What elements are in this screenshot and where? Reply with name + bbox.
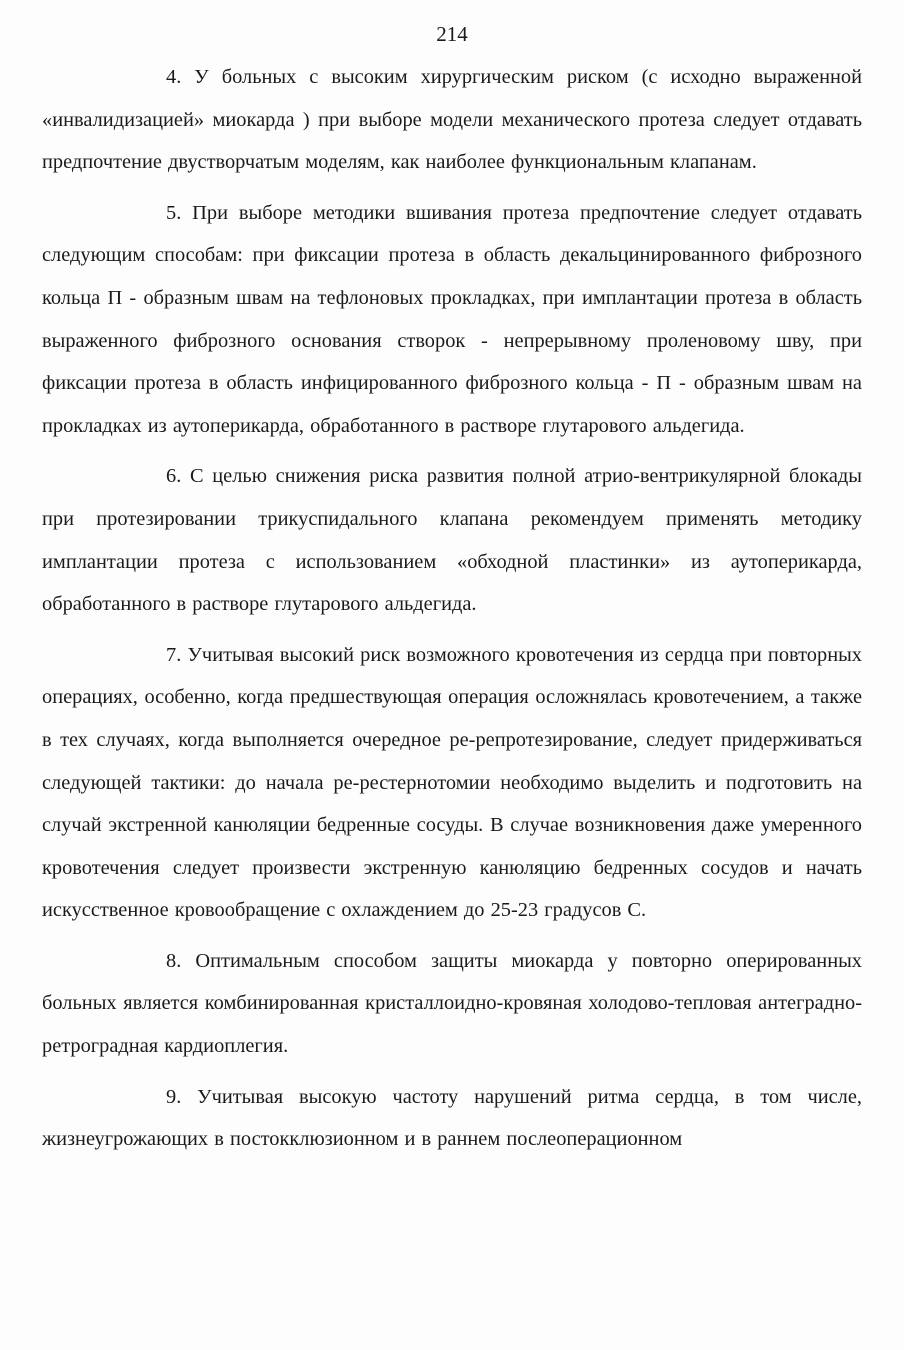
paragraph-text: Учитывая высокий риск возможного кровотечения из сердца при повторных операциях, особенно, когда предшествующая операция осложнялась кровотечением, а также в тех случаях, когда выполняется очередное ре-репротезирование, следует придерживаться следующей тактики: до начала ре-рестернотомии необходимо выделить и подготовить на случай экстренной канюляции бедренные сосуды. В случае возникновения даже умеренного кровотечения следует произвести экстренную канюляцию бедренных сосудов и начать искусственное кровообращение с охлаждением до 25-23 градусов С. bbox=[42, 643, 863, 922]
page-number: 214 bbox=[436, 22, 468, 46]
paragraph-number: 8. bbox=[166, 949, 182, 972]
paragraph-number: 9. bbox=[166, 1085, 182, 1108]
paragraph-6 bbox=[42, 455, 862, 625]
paragraph-text: Оптимальным способом защиты миокарда у повторно оперированных больных является комбинированная кристаллоидно-кровяная холодово-тепловая антеградно-ретроградная кардиоплегия. bbox=[42, 949, 862, 1058]
paragraph-7 bbox=[42, 634, 862, 932]
paragraph-number: 5. bbox=[166, 201, 182, 224]
paragraph-text: Учитывая высокую частоту нарушений ритма сердца, в том числе, жизнеугрожающих в постокклюзионном и в раннем послеоперационном bbox=[42, 1085, 862, 1151]
paragraph-9 bbox=[42, 1076, 862, 1161]
paragraph-4 bbox=[42, 56, 862, 184]
paragraph-8 bbox=[42, 940, 862, 1068]
paragraph-number: 6. bbox=[166, 465, 182, 488]
paragraph-number: 4. bbox=[166, 66, 182, 88]
paragraph-text: С целью снижения риска развития полной атрио-вентрикулярной блокады при протезировании трикуспидального клапана рекомендуем применять методику имплантации протеза с использованием «обходной пластинки» из аутоперикарда, обработанного в растворе глутарового альдегида. bbox=[42, 465, 862, 616]
paragraph-text: При выборе методики вшивания протеза предпочтение следует отдавать следующим способам: при фиксации протеза в область декальцинированного фиброзного кольца П - образным швам на тефлоновых прокладках, при имплантации протеза в область выраженного фиброзного основания створок - непрерывному проленовому шву, при фиксации протеза в область инфицированного фиброзного кольца - П - образным швам на прокладках из аутоперикарда, обработанного в растворе глутарового альдегида. bbox=[42, 201, 862, 437]
document-body bbox=[42, 56, 862, 1169]
paragraph-text: У больных с высоким хирургическим риском (с исходно выраженной «инвалидизацией» миокарда ) при выборе модели механического протеза следует отдавать предпочтение двустворчатым моделям, как наиболее функциональным клапанам. bbox=[42, 66, 862, 174]
paragraph-number: 7. bbox=[166, 643, 182, 666]
paragraph-5 bbox=[42, 192, 862, 448]
